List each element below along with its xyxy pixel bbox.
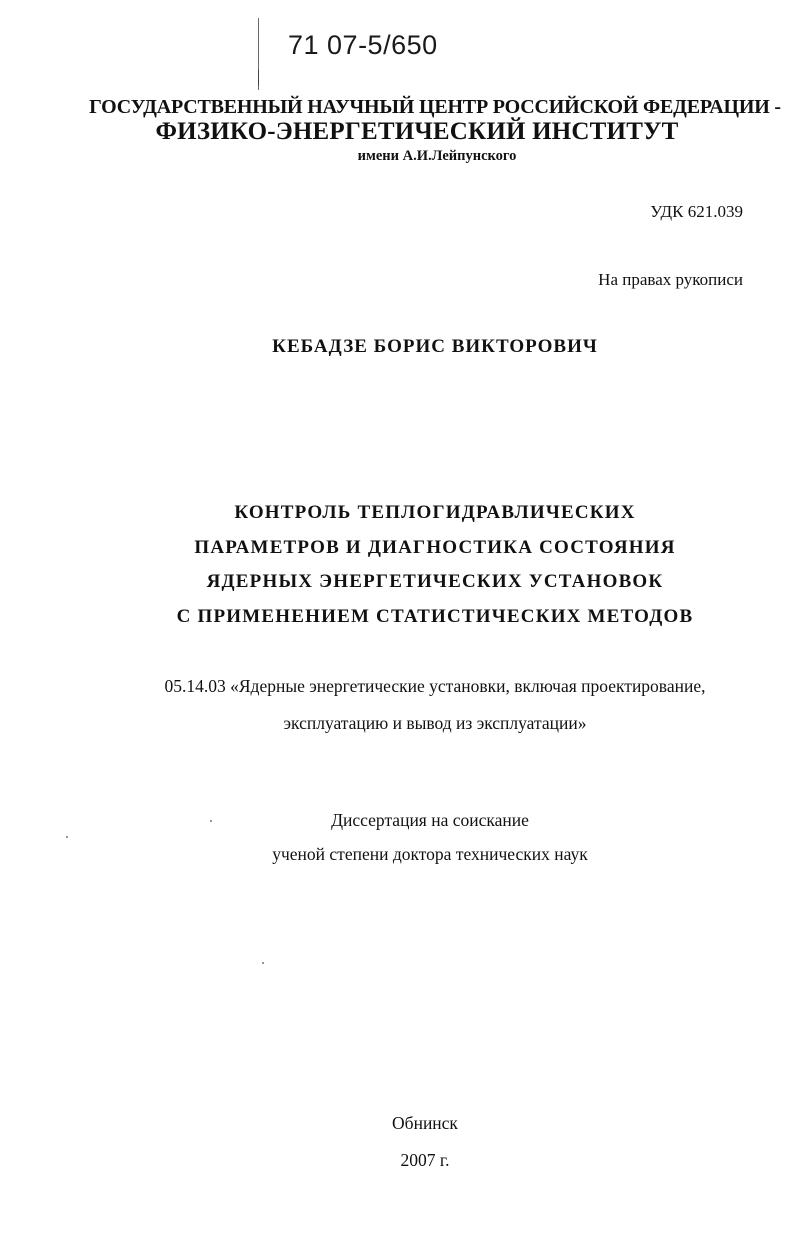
scan-speck bbox=[210, 820, 212, 822]
manuscript-rights-note: На правах рукописи bbox=[598, 270, 743, 289]
degree-statement bbox=[0, 810, 799, 878]
scan-speck bbox=[262, 962, 264, 964]
udk-code: УДК 621.039 bbox=[650, 202, 743, 221]
organization-name-line3: имени А.И.Лейпунского bbox=[357, 148, 517, 164]
organization-name-line2: ФИЗИКО-ЭНЕРГЕТИЧЕСКИЙ ИНСТИТУТ bbox=[155, 118, 679, 145]
title-line: ЯДЕРНЫХ ЭНЕРГЕТИЧЕСКИХ УСТАНОВОК bbox=[206, 571, 664, 592]
stamp-margin-tick bbox=[258, 70, 259, 86]
dissertation-title bbox=[0, 502, 799, 640]
title-line: С ПРИМЕНЕНИЕМ СТАТИСТИЧЕСКИХ МЕТОДОВ bbox=[176, 605, 694, 627]
specialty-line: 05.14.03 «Ядерные энергетические установки, включая проектирование, bbox=[164, 676, 706, 696]
specialty-line: эксплуатацию и вывод из эксплуатации» bbox=[283, 713, 587, 733]
city: Обнинск bbox=[392, 1113, 458, 1133]
scan-speck bbox=[66, 836, 68, 838]
degree-line: Диссертация на соискание bbox=[331, 810, 529, 830]
organization-name-line1: ГОСУДАРСТВЕННЫЙ НАУЧНЫЙ ЦЕНТР РОССИЙСКОЙ ФЕДЕРАЦИИ - bbox=[89, 96, 781, 118]
degree-line: ученой степени доктора технических наук bbox=[272, 844, 588, 864]
title-line: КОНТРОЛЬ ТЕПЛОГИДРАВЛИЧЕСКИХ bbox=[234, 502, 636, 523]
specialty-block bbox=[0, 676, 799, 750]
title-line: ПАРАМЕТРОВ И ДИАГНОСТИКА СОСТОЯНИЯ bbox=[194, 536, 676, 558]
year: 2007 г. bbox=[400, 1150, 450, 1170]
archive-stamp-number: 71 07-5/650 bbox=[288, 30, 438, 60]
author-name: КЕБАДЗЕ БОРИС ВИКТОРОВИЧ bbox=[272, 336, 598, 357]
